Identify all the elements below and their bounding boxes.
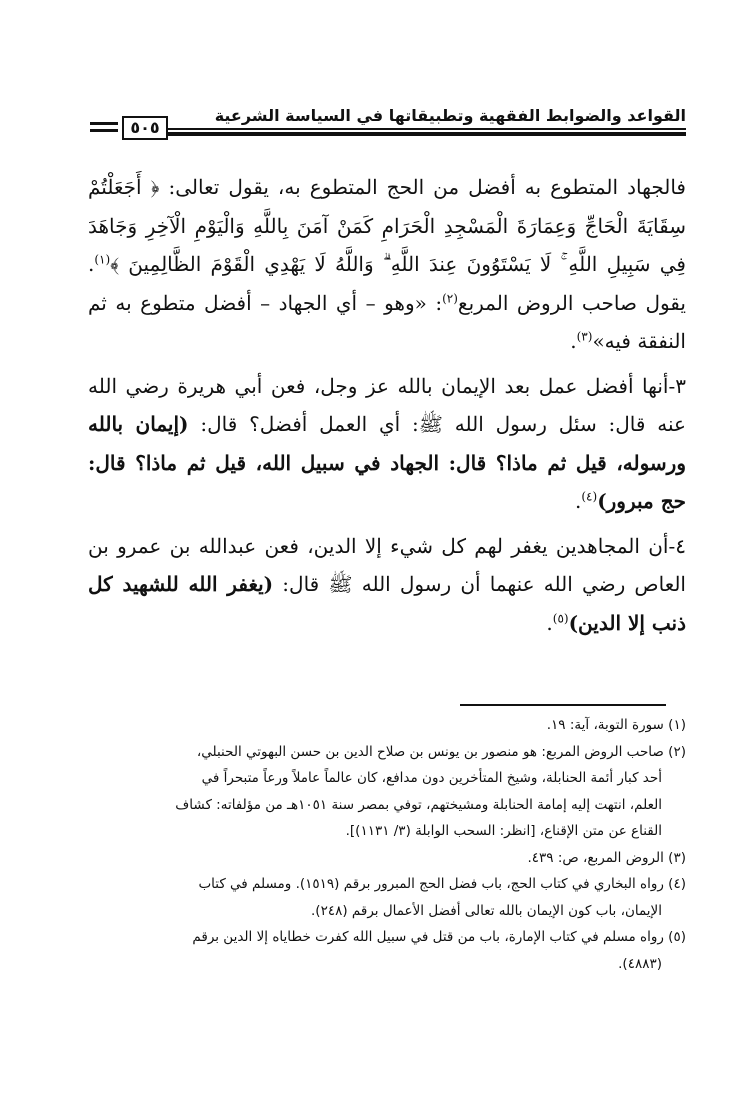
footnote-ref-3[interactable]: (٣) xyxy=(576,329,593,344)
footnote-separator xyxy=(460,704,666,706)
footnote-line: رواه البخاري في كتاب الحج، باب فضل الحج المبرور برقم (١٥١٩). ومسلم في كتاب xyxy=(198,876,664,892)
paragraph-2-end: . xyxy=(575,489,582,513)
paragraph-3-end: . xyxy=(546,610,553,635)
paragraph-3-text: ٤-أن المجاهدين يغفر لهم كل شيء إلا الدين، فعن عبدالله بن عمرو بن العاص رضي الله عنهما أن رسول الله ﷺ قال: xyxy=(88,533,686,596)
running-header xyxy=(90,104,686,144)
footnote-ref-1[interactable]: (١) xyxy=(94,252,111,267)
footnote-line: العلم، انتهت إليه إمامة الحنابلة ومشيختهم، توفي بمصر سنة ١٠٥١هـ من مؤلفاته: كشاف xyxy=(175,796,662,813)
header-title: القواعد والضوابط الفقهية وتطبيقاتها في السياسة الشرعية xyxy=(214,106,686,125)
footnote-line: سورة التوبة، آية: ١٩. xyxy=(546,717,664,733)
hadith-text-2: (يغفر الله للشهيد كل ذنب إلا الدين) xyxy=(88,572,686,635)
footnote-line: الإيمان، باب كون الإيمان بالله تعالى أفضل الأعمال برقم (٢٤٨). xyxy=(311,902,662,919)
footnote-line: (٤٨٨٣). xyxy=(618,955,662,972)
footnote-3 xyxy=(88,845,686,872)
footnote-line: القناع عن متن الإقناع، [انظر: السحب الوابلة (٣/ ١١٣١)]. xyxy=(345,823,662,839)
footnote-number: (٥) xyxy=(668,929,686,945)
main-text xyxy=(88,168,686,648)
footnote-number: (٣) xyxy=(668,849,686,866)
paragraph-1-quote: : «وهو – أي الجهاد – أفضل متطوع به ثم النفقة فيه» xyxy=(88,290,686,353)
header-ornament-lines xyxy=(90,122,118,136)
footnote-1 xyxy=(88,712,686,739)
footnotes xyxy=(88,712,686,977)
header-rule xyxy=(168,128,686,130)
paragraph-1-end: . xyxy=(570,329,577,353)
footnote-ref-2[interactable]: (٢) xyxy=(442,290,458,305)
page-number: ٥٠٥ xyxy=(122,116,168,140)
footnote-line: صاحب الروض المربع: هو منصور بن يونس بن صلاح الدين بن حسن البهوتي الحنبلي، xyxy=(196,743,664,760)
paragraph-2 xyxy=(88,367,686,521)
footnote-line: رواه مسلم في كتاب الإمارة، باب من قتل في سبيل الله كفرت خطاياه إلا الدين برقم xyxy=(192,929,664,945)
quran-verse: ﴿ أَجَعَلْتُمْ سِقَايَةَ الْحَاجِّ وَعِمَارَةَ الْمَسْجِدِ الْحَرَامِ كَمَنْ آمَنَ بِاللَّهِ وَالْيَوْمِ الْآخِرِ وَجَاهَدَ فِي سَبِيلِ اللَّهِ ۚ لَا يَسْتَوُونَ عِندَ اللَّهِ ۗ وَاللَّهُ لَا يَهْدِي الْقَوْمَ الظَّالِمِينَ ﴾ xyxy=(88,175,686,276)
footnote-5 xyxy=(88,924,686,977)
footnote-4 xyxy=(88,871,686,924)
footnote-number: (٤) xyxy=(668,876,686,892)
paragraph-1-after-verse: . يقول صاحب الروض المربع xyxy=(88,252,686,315)
footnote-ref-5[interactable]: (٥) xyxy=(552,610,569,625)
footnote-2 xyxy=(88,739,686,845)
footnote-ref-4[interactable]: (٤) xyxy=(581,489,598,504)
footnote-number: (٢) xyxy=(668,743,686,760)
paragraph-2-text: ٣-أنها أفضل عمل بعد الإيمان بالله عز وجل، فعن أبي هريرة رضي الله عنه قال: سئل رسول الله ﷺ: أي العمل أفضل؟ قال: xyxy=(88,373,686,436)
paragraph-1-intro: فالجهاد المتطوع به أفضل من الحج المتطوع به، يقول تعالى: xyxy=(159,175,686,199)
paragraph-3 xyxy=(88,527,686,643)
footnote-line: الروض المربع، ص: ٤٣٩. xyxy=(527,849,664,866)
footnote-line: أحد كبار أئمة الحنابلة، وشيخ المتأخرين دون مدافع، كان عالماً عاملاً ورعاً متبحراً في xyxy=(201,770,662,786)
header-rule-thick xyxy=(168,132,686,136)
footnote-number: (١) xyxy=(668,717,686,733)
paragraph-1 xyxy=(88,168,686,361)
hadith-text-1: (إيمان بالله ورسوله، قيل ثم ماذا؟ قال: الجهاد في سبيل الله، قيل ثم ماذا؟ قال: حج مبرور) xyxy=(88,412,686,513)
